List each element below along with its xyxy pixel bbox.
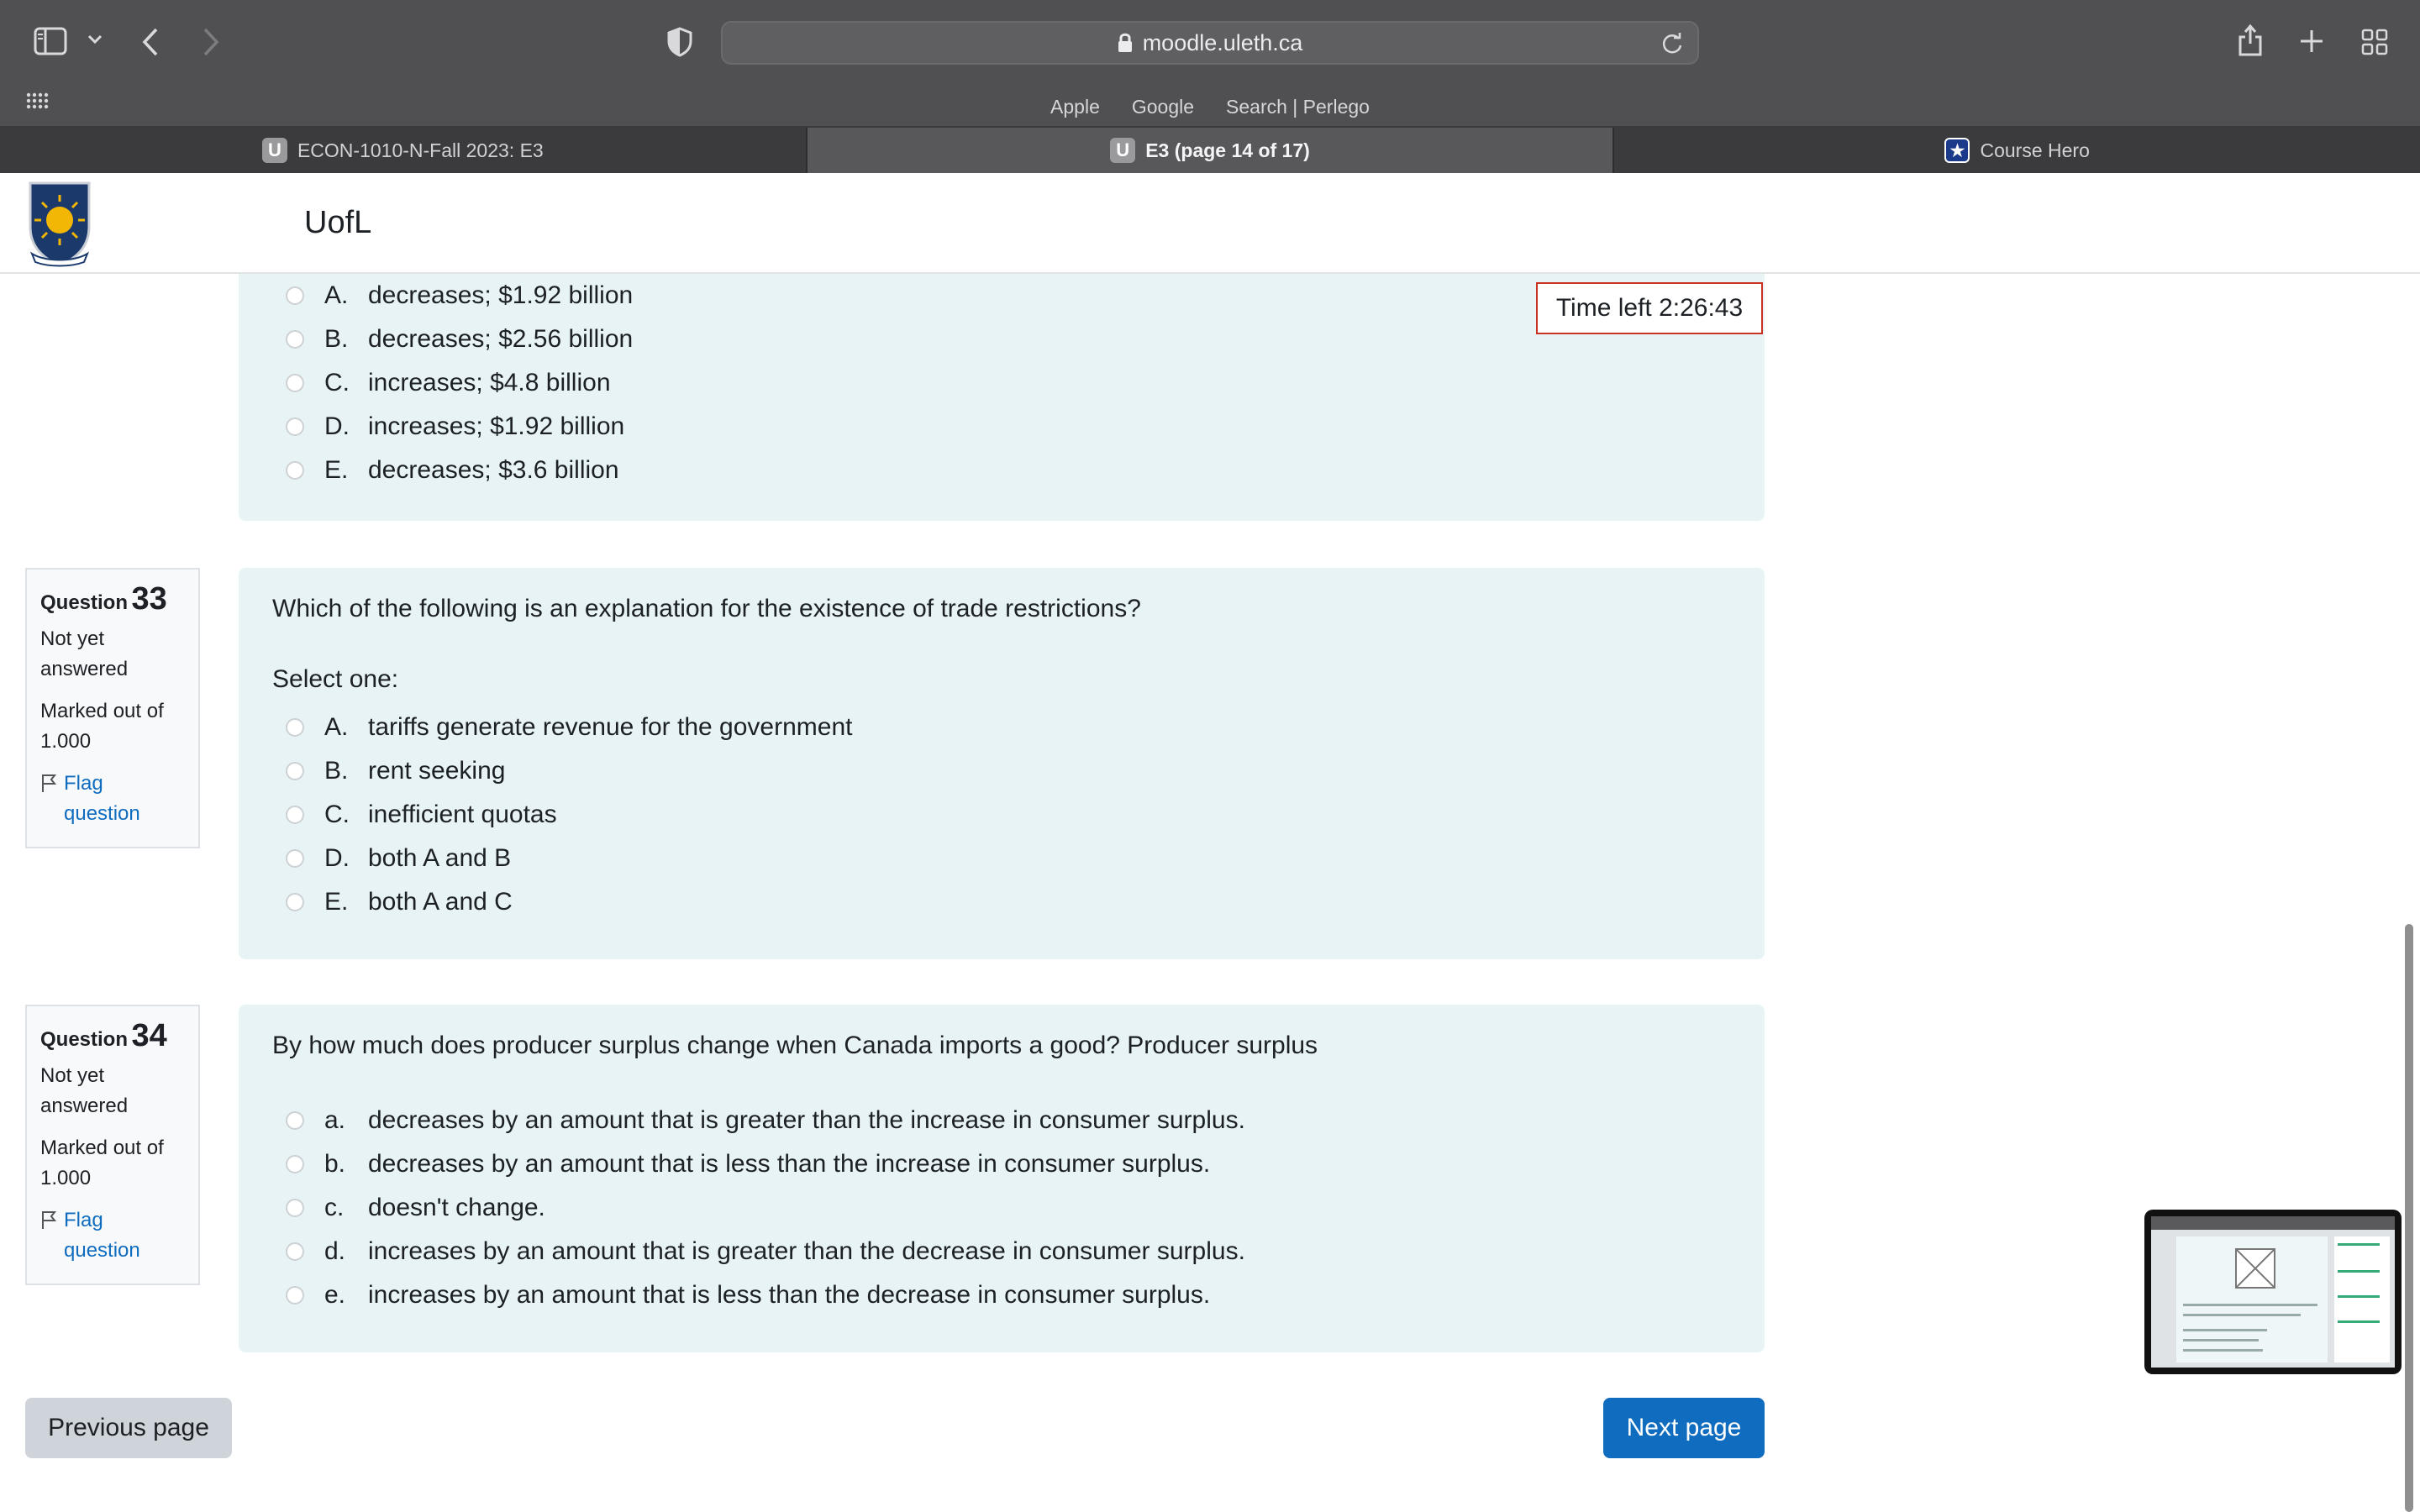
- radio-button[interactable]: [286, 1111, 304, 1130]
- question-state: Not yet answered: [40, 1064, 129, 1117]
- question-number: 34: [131, 1018, 167, 1053]
- radio-button[interactable]: [286, 718, 304, 737]
- tab-overview-icon[interactable]: [2361, 29, 2388, 55]
- question-33-info: [25, 568, 200, 848]
- share-icon[interactable]: [2237, 24, 2264, 57]
- preview-text-line: [2338, 1320, 2380, 1323]
- uofl-favicon-icon: U: [1110, 138, 1135, 163]
- answer-option[interactable]: E. decreases; $3.6 billion: [286, 454, 619, 487]
- answer-option[interactable]: c. doesn't change.: [286, 1191, 545, 1225]
- flag-question-link[interactable]: Flag question: [40, 1205, 185, 1266]
- answer-option[interactable]: D. both A and B: [286, 842, 511, 875]
- previous-page-button[interactable]: Previous page: [25, 1398, 232, 1458]
- radio-button[interactable]: [286, 849, 304, 868]
- question-number: 33: [131, 581, 167, 617]
- answer-option[interactable]: e. increases by an amount that is less than the decrease in consumer surplus.: [286, 1278, 1210, 1312]
- radio-button[interactable]: [286, 374, 304, 392]
- browser-chrome: [0, 0, 2420, 173]
- preview-text-line: [2183, 1314, 2301, 1316]
- radio-button[interactable]: [286, 417, 304, 436]
- radio-button[interactable]: [286, 893, 304, 911]
- radio-button[interactable]: [286, 762, 304, 780]
- radio-button[interactable]: [286, 1155, 304, 1173]
- answer-option[interactable]: A. tariffs generate revenue for the government: [286, 711, 852, 744]
- page-scrollbar[interactable]: [2405, 924, 2413, 1512]
- answer-option[interactable]: B. decreases; $2.56 billion: [286, 323, 633, 356]
- address-bar[interactable]: [721, 21, 1699, 65]
- answer-option[interactable]: b. decreases by an amount that is less than the increase in consumer surplus.: [286, 1147, 1210, 1181]
- answer-option[interactable]: B. rent seeking: [286, 754, 505, 788]
- course-hero-favicon-icon: ★: [1944, 138, 1970, 163]
- radio-button[interactable]: [286, 1242, 304, 1261]
- sidebar-toggle-icon[interactable]: [34, 27, 67, 55]
- radio-button[interactable]: [286, 461, 304, 480]
- site-header: [0, 173, 2420, 274]
- next-page-button[interactable]: Next page: [1603, 1398, 1765, 1458]
- screenshot-preview-thumbnail[interactable]: [2144, 1210, 2402, 1374]
- select-one-prompt: Select one:: [272, 665, 399, 693]
- tab-econ-course[interactable]: [0, 128, 808, 173]
- answer-option[interactable]: C. inefficient quotas: [286, 798, 557, 832]
- preview-text-line: [2183, 1339, 2259, 1341]
- privacy-shield-icon[interactable]: [667, 27, 692, 57]
- new-tab-plus-icon[interactable]: [2299, 29, 2324, 54]
- radio-button[interactable]: [286, 806, 304, 824]
- flag-question-link[interactable]: Flag question: [40, 769, 185, 829]
- preview-image-placeholder: [2235, 1248, 2275, 1289]
- preview-text-line: [2183, 1329, 2267, 1331]
- favorite-apple[interactable]: Apple: [1050, 95, 1100, 118]
- question-34-info: [25, 1005, 200, 1285]
- tab-label: ECON-1010-N-Fall 2023: E3: [297, 139, 544, 161]
- question-text: By how much does producer surplus change when Canada imports a good? Producer surplus: [272, 1032, 1318, 1059]
- flag-icon: [40, 1209, 57, 1266]
- preview-main-area: [2176, 1236, 2328, 1362]
- address-text: moodle.uleth.ca: [1142, 29, 1303, 55]
- radio-button[interactable]: [286, 330, 304, 349]
- answer-option[interactable]: d. increases by an amount that is greater than the decrease in consumer surplus.: [286, 1235, 1245, 1268]
- favorites-bar: [0, 87, 2420, 126]
- browser-toolbar: [0, 0, 2420, 87]
- preview-text-line: [2183, 1304, 2317, 1306]
- preview-toolbar: [2151, 1216, 2395, 1230]
- tab-course-hero[interactable]: [1614, 128, 2420, 173]
- answer-option[interactable]: a. decreases by an amount that is greater than the increase in consumer surplus.: [286, 1104, 1245, 1137]
- question-marks: Marked out of 1.000: [40, 1137, 164, 1189]
- preview-text-line: [2338, 1243, 2380, 1246]
- tab-label: E3 (page 14 of 17): [1145, 139, 1310, 161]
- tab-e3-quiz[interactable]: [808, 128, 1615, 173]
- uofl-favicon-icon: U: [262, 138, 287, 163]
- answer-option[interactable]: A. decreases; $1.92 billion: [286, 279, 633, 312]
- answer-option[interactable]: D. increases; $1.92 billion: [286, 410, 624, 444]
- forward-arrow-icon[interactable]: [202, 27, 220, 57]
- lock-icon: [1118, 33, 1133, 53]
- question-state: Not yet answered: [40, 627, 129, 680]
- preview-text-line: [2183, 1349, 2263, 1352]
- question-text: Which of the following is an explanation for the existence of trade restrictions?: [272, 595, 1141, 622]
- question-34-formulation: [239, 1005, 1765, 1352]
- question-33-formulation: [239, 568, 1765, 959]
- answer-option[interactable]: E. both A and C: [286, 885, 513, 919]
- radio-button[interactable]: [286, 286, 304, 305]
- back-arrow-icon[interactable]: [141, 27, 160, 57]
- radio-button[interactable]: [286, 1199, 304, 1217]
- flag-icon: [40, 772, 57, 829]
- favorite-perlego[interactable]: Search | Perlego: [1226, 95, 1370, 118]
- preview-text-line: [2338, 1270, 2380, 1273]
- uleth-crest-logo[interactable]: [25, 180, 94, 273]
- chevron-down-icon[interactable]: [87, 34, 103, 45]
- tab-bar: [0, 126, 2420, 173]
- answer-option[interactable]: C. increases; $4.8 billion: [286, 366, 611, 400]
- question-label: Question: [40, 591, 129, 614]
- site-name[interactable]: UofL: [304, 205, 372, 240]
- radio-button[interactable]: [286, 1286, 304, 1305]
- preview-screen: [2151, 1216, 2395, 1368]
- preview-sidebar: [2334, 1236, 2390, 1362]
- preview-text-line: [2338, 1295, 2380, 1298]
- question-marks: Marked out of 1.000: [40, 700, 164, 753]
- quiz-content: [0, 274, 2420, 1512]
- question-label: Question: [40, 1028, 129, 1051]
- reload-icon[interactable]: [1660, 32, 1684, 55]
- favorite-google[interactable]: Google: [1131, 95, 1195, 118]
- time-left-timer: Time left 2:26:43: [1536, 282, 1763, 334]
- tab-label: Course Hero: [1980, 139, 2090, 161]
